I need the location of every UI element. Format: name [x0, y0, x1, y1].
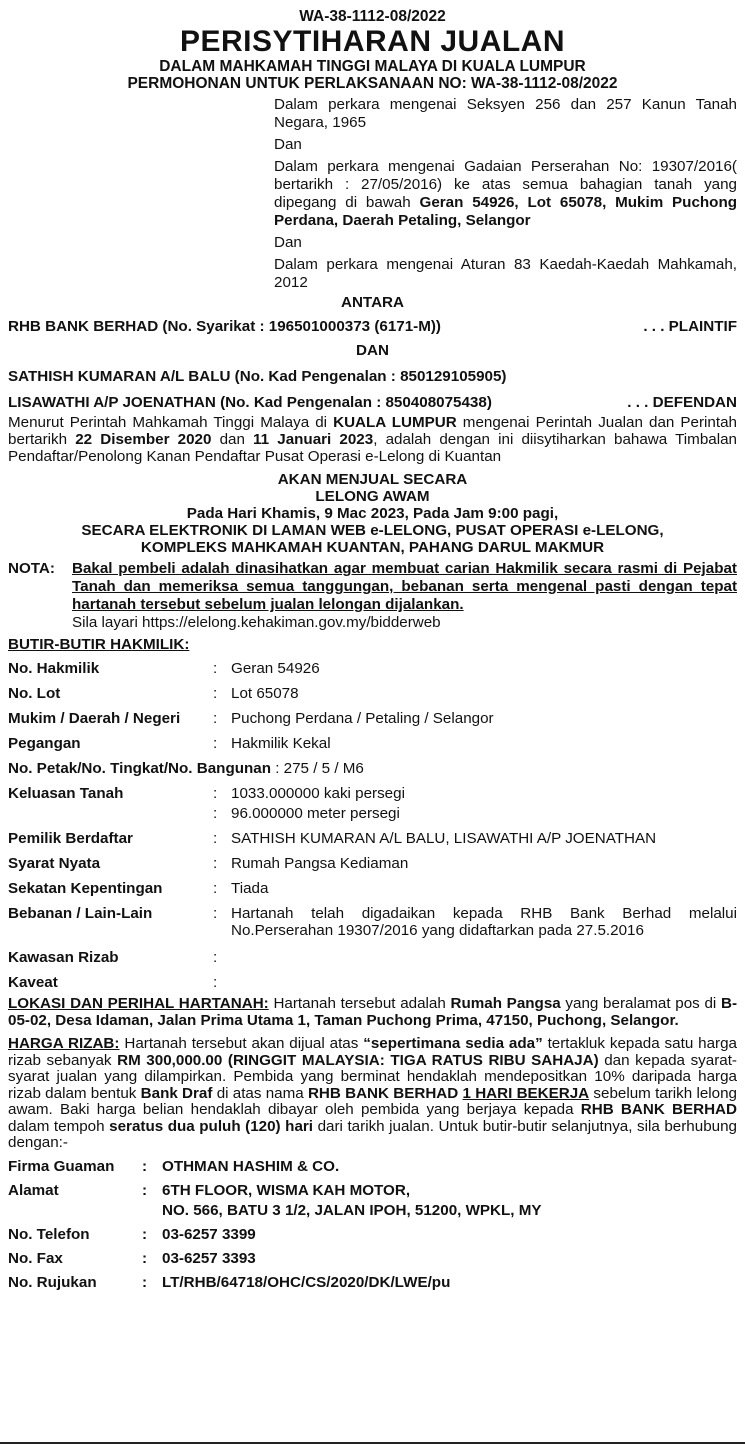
nota-label: NOTA:	[8, 560, 55, 577]
deposit-method: Bank Draf	[140, 1084, 213, 1102]
reserve-price: RM 300,000.00 (RINGGIT MALAYSIA: TIGA RATUS RIBU SAHAJA)	[117, 1051, 599, 1069]
contact-key: No. Telefon	[8, 1225, 90, 1243]
reserve-text-1: Hartanah tersebut akan dijual atas	[119, 1035, 364, 1052]
contact-colon: :	[142, 1181, 148, 1199]
detail-colon: :	[213, 785, 218, 802]
order-date-1: 22 Disember 2020	[75, 431, 212, 448]
sale-datetime: Pada Hari Khamis, 9 Mac 2023, Pada Jam 9:00 pagi,	[186, 505, 559, 522]
reserve-paragraph	[8, 1036, 737, 1152]
reserve-condition: “sepertimana sedia ada”	[363, 1035, 543, 1052]
bottom-divider	[0, 1442, 745, 1444]
contact-value: 03-6257 3393	[162, 1249, 256, 1267]
detail-colon: :	[213, 949, 218, 966]
sale-announcement	[8, 471, 737, 556]
sale-venue-1: SECARA ELEKTRONIK DI LAMAN WEB e-LELONG, PUSAT OPERASI e-LELONG,	[81, 522, 664, 539]
location-label: LOKASI DAN PERIHAL HARTANAH:	[8, 995, 269, 1012]
contact-key: Firma Guaman	[8, 1157, 115, 1175]
sale-line-1: AKAN MENJUAL SECARA	[277, 471, 468, 488]
sale-venue-2: KOMPLEKS MAHKAMAH KUANTAN, PAHANG DARUL MAKMUR	[140, 539, 605, 556]
order-text-4: , adalah dengan ini diisytiharkan bahawa Timbalan Pendaftar/Penolong Kanan Pendaftar Pusat Operasi e-Lelong di Kuantan	[8, 431, 737, 465]
application-number: PERMOHONAN UNTUK PERLAKSANAAN NO: WA-38-1112-08/2022	[127, 75, 618, 92]
detail-colon: :	[213, 805, 218, 822]
detail-colon: :	[213, 855, 218, 872]
detail-key: Kaveat	[8, 974, 58, 991]
contact-firm-row	[8, 1158, 737, 1176]
contact-value: NO. 566, BATU 3 1/2, JALAN IPOH, 51200, WPKL, MY	[162, 1201, 542, 1219]
detail-value	[231, 974, 737, 992]
balance-payee: RHB BANK BERHAD	[580, 1101, 737, 1118]
detail-row-keluasan	[8, 785, 737, 803]
matter-1: Dalam perkara mengenai Seksyen 256 dan 257 Kanun Tanah Negara, 1965	[274, 96, 737, 131]
detail-key: No. Hakmilik	[8, 660, 100, 677]
contact-colon: :	[142, 1249, 148, 1267]
reserve-text-3: dan kepada syarat-syarat jualan yang dilampirkan. Pembida yang berminat hendaklah mendepositkan 10% daripada harga rizab dalam bentuk	[8, 1051, 737, 1102]
detail-colon: :	[213, 830, 218, 847]
location-text-1: Hartanah tersebut adalah	[268, 995, 451, 1012]
detail-colon: :	[213, 880, 218, 897]
payee-name: RHB BANK BERHAD	[307, 1084, 459, 1102]
detail-key: No. Petak/No. Tingkat/No. Bangunan	[8, 760, 271, 777]
defendant-2-row	[8, 394, 737, 412]
reserve-text-6: sebelum tarikh lelong awam. Baki harga belian hendaklah dibayar oleh pembida yang berjaya kepada	[8, 1084, 737, 1118]
contact-block	[8, 1158, 737, 1292]
page-title: PERISYTIHARAN JUALAN	[179, 25, 566, 58]
detail-key: Mukim / Daerah / Negeri	[8, 710, 181, 727]
reserve-text-2: tertakluk kepada satu harga rizab sebanyak	[8, 1035, 737, 1069]
detail-value: 1033.000000 kaki persegi	[231, 785, 405, 802]
order-date-2: 11 Januari 2023	[253, 431, 374, 448]
antara-label: ANTARA	[341, 294, 404, 311]
plaintiff-name: RHB BANK BERHAD (No. Syarikat : 196501000373 (6171-M))	[8, 318, 441, 335]
detail-colon: :	[213, 974, 218, 991]
matter-2-land: Geran 54926, Lot 65078, Mukim Puchong Perdana, Daerah Petaling, Selangor	[274, 194, 737, 229]
contact-key-empty	[8, 1202, 142, 1220]
order-text-2: mengenai Perintah Jualan dan Perintah bertarikh	[8, 414, 737, 448]
detail-colon: :	[213, 685, 218, 702]
matter-2-text: Dalam perkara mengenai Gadaian Perserahan No: 19307/2016( bertarikh : 27/05/2016) ke atas semua bahagian tanah yang dipegang di bawah	[274, 158, 737, 211]
detail-row-keluasan-2	[8, 805, 737, 823]
detail-row-pemilik	[8, 830, 737, 848]
detail-row-petak	[8, 760, 737, 778]
reserve-text-8: dari tarikh jualan. Untuk butir-butir selanjutnya, sila berhubung dengan:-	[8, 1117, 737, 1151]
plaintiff-row	[8, 318, 737, 336]
location-text-2: yang beralamat pos di	[560, 995, 721, 1012]
contact-value: 6TH FLOOR, WISMA KAH MOTOR,	[162, 1181, 411, 1199]
defendant-role: . . . DEFENDAN	[627, 394, 737, 411]
defendant-1-row	[8, 368, 737, 386]
defendant-2-name: LISAWATHI A/P JOENATHAN (No. Kad Pengenalan : 850408075438)	[8, 394, 492, 411]
detail-value: Rumah Pangsa Kediaman	[231, 855, 409, 872]
defendant-1-name: SATHISH KUMARAN A/L BALU (No. Kad Pengenalan : 850129105905)	[8, 368, 507, 385]
detail-row-lot	[8, 685, 737, 703]
detail-key: Bebanan / Lain-Lain	[8, 905, 153, 922]
detail-value	[231, 949, 737, 967]
matter-dan-2: Dan	[274, 234, 302, 251]
order-text-3: dan	[211, 431, 254, 448]
nota-text: Bakal pembeli adalah dinasihatkan agar membuat carian Hakmilik secara rasmi di Pejabat Tanah dan memeriksa semua tanggungan, bebanan serta mengenal pasti dengan tepat hartanah tersebut sebelum jualan lelongan dijalankan.	[72, 560, 737, 613]
matter-dan-1: Dan	[274, 136, 302, 153]
nota-url: Sila layari https://elelong.kehakiman.gov.my/bidderweb	[72, 614, 441, 631]
matter-3: Dalam perkara mengenai Aturan 83 Kaedah-Kaedah Mahkamah, 2012	[274, 256, 737, 291]
detail-row-bebanan	[8, 905, 737, 939]
detail-row-hakmilik	[8, 660, 737, 678]
title-details	[8, 660, 737, 992]
plaintiff-role: . . . PLAINTIF	[643, 318, 737, 335]
reserve-text-4: di atas nama	[212, 1084, 308, 1102]
contact-value: LT/RHB/64718/OHC/CS/2020/DK/LWE/pu	[162, 1273, 451, 1291]
detail-row-syarat	[8, 855, 737, 873]
contact-key: No. Fax	[8, 1249, 63, 1267]
property-address: B-05-02, Desa Idaman, Jalan Prima Utama 1, Taman Puchong Prima, 47150, Puchong, Selangor.	[8, 995, 738, 1029]
detail-key: Keluasan Tanah	[8, 785, 124, 802]
reserve-text-7: dalam tempoh	[8, 1117, 110, 1135]
detail-value: Tiada	[231, 880, 269, 897]
detail-colon: :	[213, 710, 218, 727]
deposit-deadline: 1 HARI BEKERJA	[462, 1084, 590, 1102]
balance-period: seratus dua puluh (120) hari	[109, 1117, 314, 1135]
detail-colon: :	[213, 660, 218, 677]
matter-2	[274, 158, 737, 230]
location-paragraph	[8, 996, 737, 1029]
contact-phone-row	[8, 1226, 737, 1244]
contact-reference-row	[8, 1274, 737, 1292]
detail-colon: :	[213, 735, 218, 752]
detail-key-empty	[8, 805, 213, 823]
contact-key: No. Rujukan	[8, 1273, 97, 1291]
order-court-location: KUALA LUMPUR	[333, 414, 457, 431]
detail-row-kawasan	[8, 949, 737, 967]
contact-colon: :	[142, 1225, 148, 1243]
contact-value: OTHMAN HASHIM & CO.	[162, 1157, 340, 1175]
detail-value: SATHISH KUMARAN A/L BALU, LISAWATHI A/P JOENATHAN	[231, 830, 657, 847]
detail-value: Hakmilik Kekal	[231, 735, 331, 752]
detail-key: Pegangan	[8, 735, 81, 752]
property-type: Rumah Pangsa	[450, 995, 561, 1012]
contact-colon-empty	[142, 1202, 162, 1220]
matters-block	[274, 96, 737, 292]
detail-key: Syarat Nyata	[8, 855, 101, 872]
contact-address-row	[8, 1182, 737, 1200]
detail-value: Lot 65078	[231, 685, 299, 702]
detail-value: : 275 / 5 / M6	[271, 760, 364, 777]
detail-row-kaveat	[8, 974, 737, 992]
order-text-1: Menurut Perintah Mahkamah Tinggi Malaya di	[8, 414, 334, 431]
detail-value: Puchong Perdana / Petaling / Selangor	[231, 710, 494, 727]
detail-row-mukim	[8, 710, 737, 728]
order-paragraph	[8, 414, 737, 465]
detail-key: No. Lot	[8, 685, 61, 702]
detail-value: 96.000000 meter persegi	[231, 805, 400, 822]
contact-address-row-2	[8, 1202, 737, 1220]
reserve-label: HARGA RIZAB:	[8, 1035, 120, 1052]
detail-key: Pemilik Berdaftar	[8, 830, 133, 847]
detail-key: Kawasan Rizab	[8, 949, 119, 966]
nota-block	[8, 560, 737, 614]
detail-key: Sekatan Kepentingan	[8, 880, 163, 897]
detail-colon: :	[213, 905, 218, 922]
dan-label: DAN	[356, 342, 389, 359]
title-details-heading: BUTIR-BUTIR HAKMILIK:	[8, 636, 190, 653]
contact-key: Alamat	[8, 1181, 59, 1199]
contact-colon: :	[142, 1157, 148, 1175]
contact-fax-row	[8, 1250, 737, 1268]
contact-value: 03-6257 3399	[162, 1225, 256, 1243]
sale-line-2: LELONG AWAM	[315, 488, 430, 505]
case-reference: WA-38-1112-08/2022	[299, 8, 446, 25]
detail-row-sekatan	[8, 880, 737, 898]
contact-colon: :	[142, 1273, 148, 1291]
detail-row-pegangan	[8, 735, 737, 753]
detail-value: Geran 54926	[231, 660, 320, 677]
detail-value: Hartanah telah digadaikan kepada RHB Bank Berhad melalui No.Perserahan 19307/2016 yang didaftarkan pada 27.5.2016	[231, 905, 737, 939]
court-name: DALAM MAHKAMAH TINGGI MALAYA DI KUALA LUMPUR	[159, 58, 586, 75]
